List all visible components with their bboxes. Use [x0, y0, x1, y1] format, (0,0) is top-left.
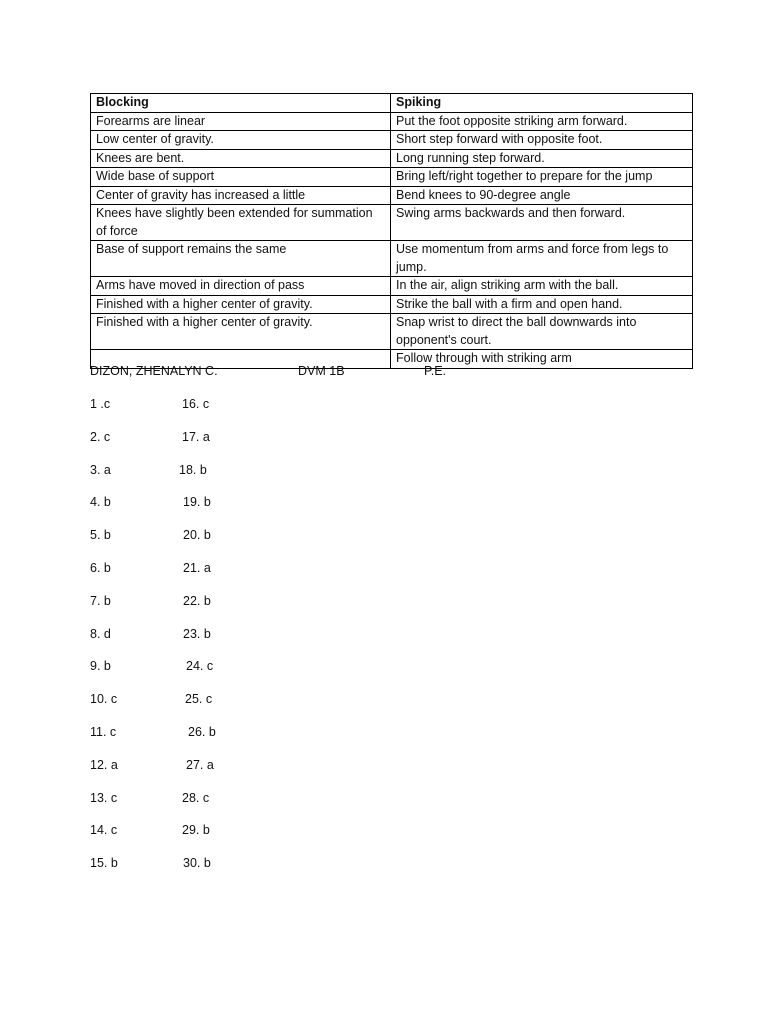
answer-left: 13. c: [90, 790, 118, 805]
student-name: DIZON, ZHENALYN C.: [90, 364, 218, 378]
list-item: [90, 462, 390, 495]
blocking-cell: Low center of gravity.: [91, 131, 391, 150]
student-section: DVM 1B: [298, 364, 345, 378]
answer-left: 12. a: [90, 757, 118, 772]
answer-right: 30. b: [183, 856, 211, 871]
blocking-cell: Arms have moved in direction of pass: [91, 277, 391, 296]
answer-left: 15. b: [90, 856, 118, 871]
student-info-line: [90, 363, 690, 381]
answer-left: 3. a: [90, 462, 111, 477]
blocking-spiking-table: [90, 93, 693, 369]
answer-right: 18. b: [179, 462, 207, 477]
table-row: [91, 168, 693, 187]
answer-left: 7. b: [90, 593, 111, 608]
spiking-cell: Bring left/right together to prepare for the jump: [391, 168, 693, 187]
list-item: [90, 822, 390, 855]
answer-right: 27. a: [186, 757, 214, 772]
table-row: [91, 186, 693, 205]
spiking-cell: Long running step forward.: [391, 149, 693, 168]
spiking-cell: Snap wrist to direct the ball downwards into opponent's court.: [391, 314, 693, 350]
answer-right: 26. b: [188, 724, 216, 739]
spiking-cell: Strike the ball with a firm and open hand.: [391, 295, 693, 314]
spiking-cell: Bend knees to 90-degree angle: [391, 186, 693, 205]
header-spiking: Spiking: [391, 94, 693, 113]
spiking-cell: Short step forward with opposite foot.: [391, 131, 693, 150]
answer-left: 6. b: [90, 560, 111, 575]
table-row: [91, 149, 693, 168]
list-item: [90, 429, 390, 462]
list-item: [90, 560, 390, 593]
table-row: [91, 112, 693, 131]
spiking-cell: Swing arms backwards and then forward.: [391, 205, 693, 241]
blocking-cell: Wide base of support: [91, 168, 391, 187]
answer-right: 25. c: [185, 692, 213, 707]
answer-left: 4. b: [90, 495, 111, 510]
table-row: [91, 205, 693, 241]
spiking-cell: In the air, align striking arm with the ball.: [391, 277, 693, 296]
list-item: [90, 626, 390, 659]
answer-left: 2. c: [90, 429, 111, 444]
list-item: [90, 855, 390, 888]
header-blocking: Blocking: [91, 94, 391, 113]
answer-right: 23. b: [183, 626, 211, 641]
answer-right: 19. b: [183, 495, 211, 510]
table-row: [91, 131, 693, 150]
list-item: [90, 724, 390, 757]
list-item: [90, 757, 390, 790]
blocking-cell: Forearms are linear: [91, 112, 391, 131]
blocking-cell: Center of gravity has increased a little: [91, 186, 391, 205]
answer-left: 9. b: [90, 659, 111, 674]
list-item: [90, 691, 390, 724]
table-header-row: [91, 94, 693, 113]
answer-right: 16. c: [182, 397, 210, 411]
answer-right: 29. b: [182, 823, 210, 838]
answer-left: 11. c: [90, 724, 117, 739]
blocking-cell: Finished with a higher center of gravity.: [91, 314, 391, 350]
table-row: [91, 241, 693, 277]
spiking-cell: Use momentum from arms and force from legs to jump.: [391, 241, 693, 277]
blocking-cell: Knees are bent.: [91, 149, 391, 168]
answer-right: 21. a: [183, 560, 211, 575]
spiking-cell: Follow through with striking arm: [391, 350, 693, 369]
answer-key-list: [90, 396, 390, 888]
spiking-cell: Put the foot opposite striking arm forward.: [391, 112, 693, 131]
list-item: [90, 527, 390, 560]
answer-right: 17. a: [182, 429, 210, 444]
answer-left: 5. b: [90, 528, 111, 543]
list-item: [90, 396, 390, 429]
table-row: [91, 277, 693, 296]
list-item: [90, 593, 390, 626]
table-row: [91, 295, 693, 314]
blocking-cell: Base of support remains the same: [91, 241, 391, 277]
list-item: [90, 658, 390, 691]
answer-left: 1 .c: [90, 397, 111, 411]
answer-right: 28. c: [182, 790, 210, 805]
answer-right: 24. c: [186, 659, 214, 674]
answer-left: 8. d: [90, 626, 111, 641]
blocking-cell: Knees have slightly been extended for summation of force: [91, 205, 391, 241]
list-item: [90, 494, 390, 527]
answer-left: 10. c: [90, 692, 118, 707]
answer-right: 22. b: [183, 593, 211, 608]
table-row: [91, 314, 693, 350]
list-item: [90, 790, 390, 823]
answer-right: 20. b: [183, 528, 211, 543]
subject-label: P.E.: [424, 364, 447, 378]
blocking-cell: Finished with a higher center of gravity.: [91, 295, 391, 314]
answer-left: 14. c: [90, 823, 118, 838]
